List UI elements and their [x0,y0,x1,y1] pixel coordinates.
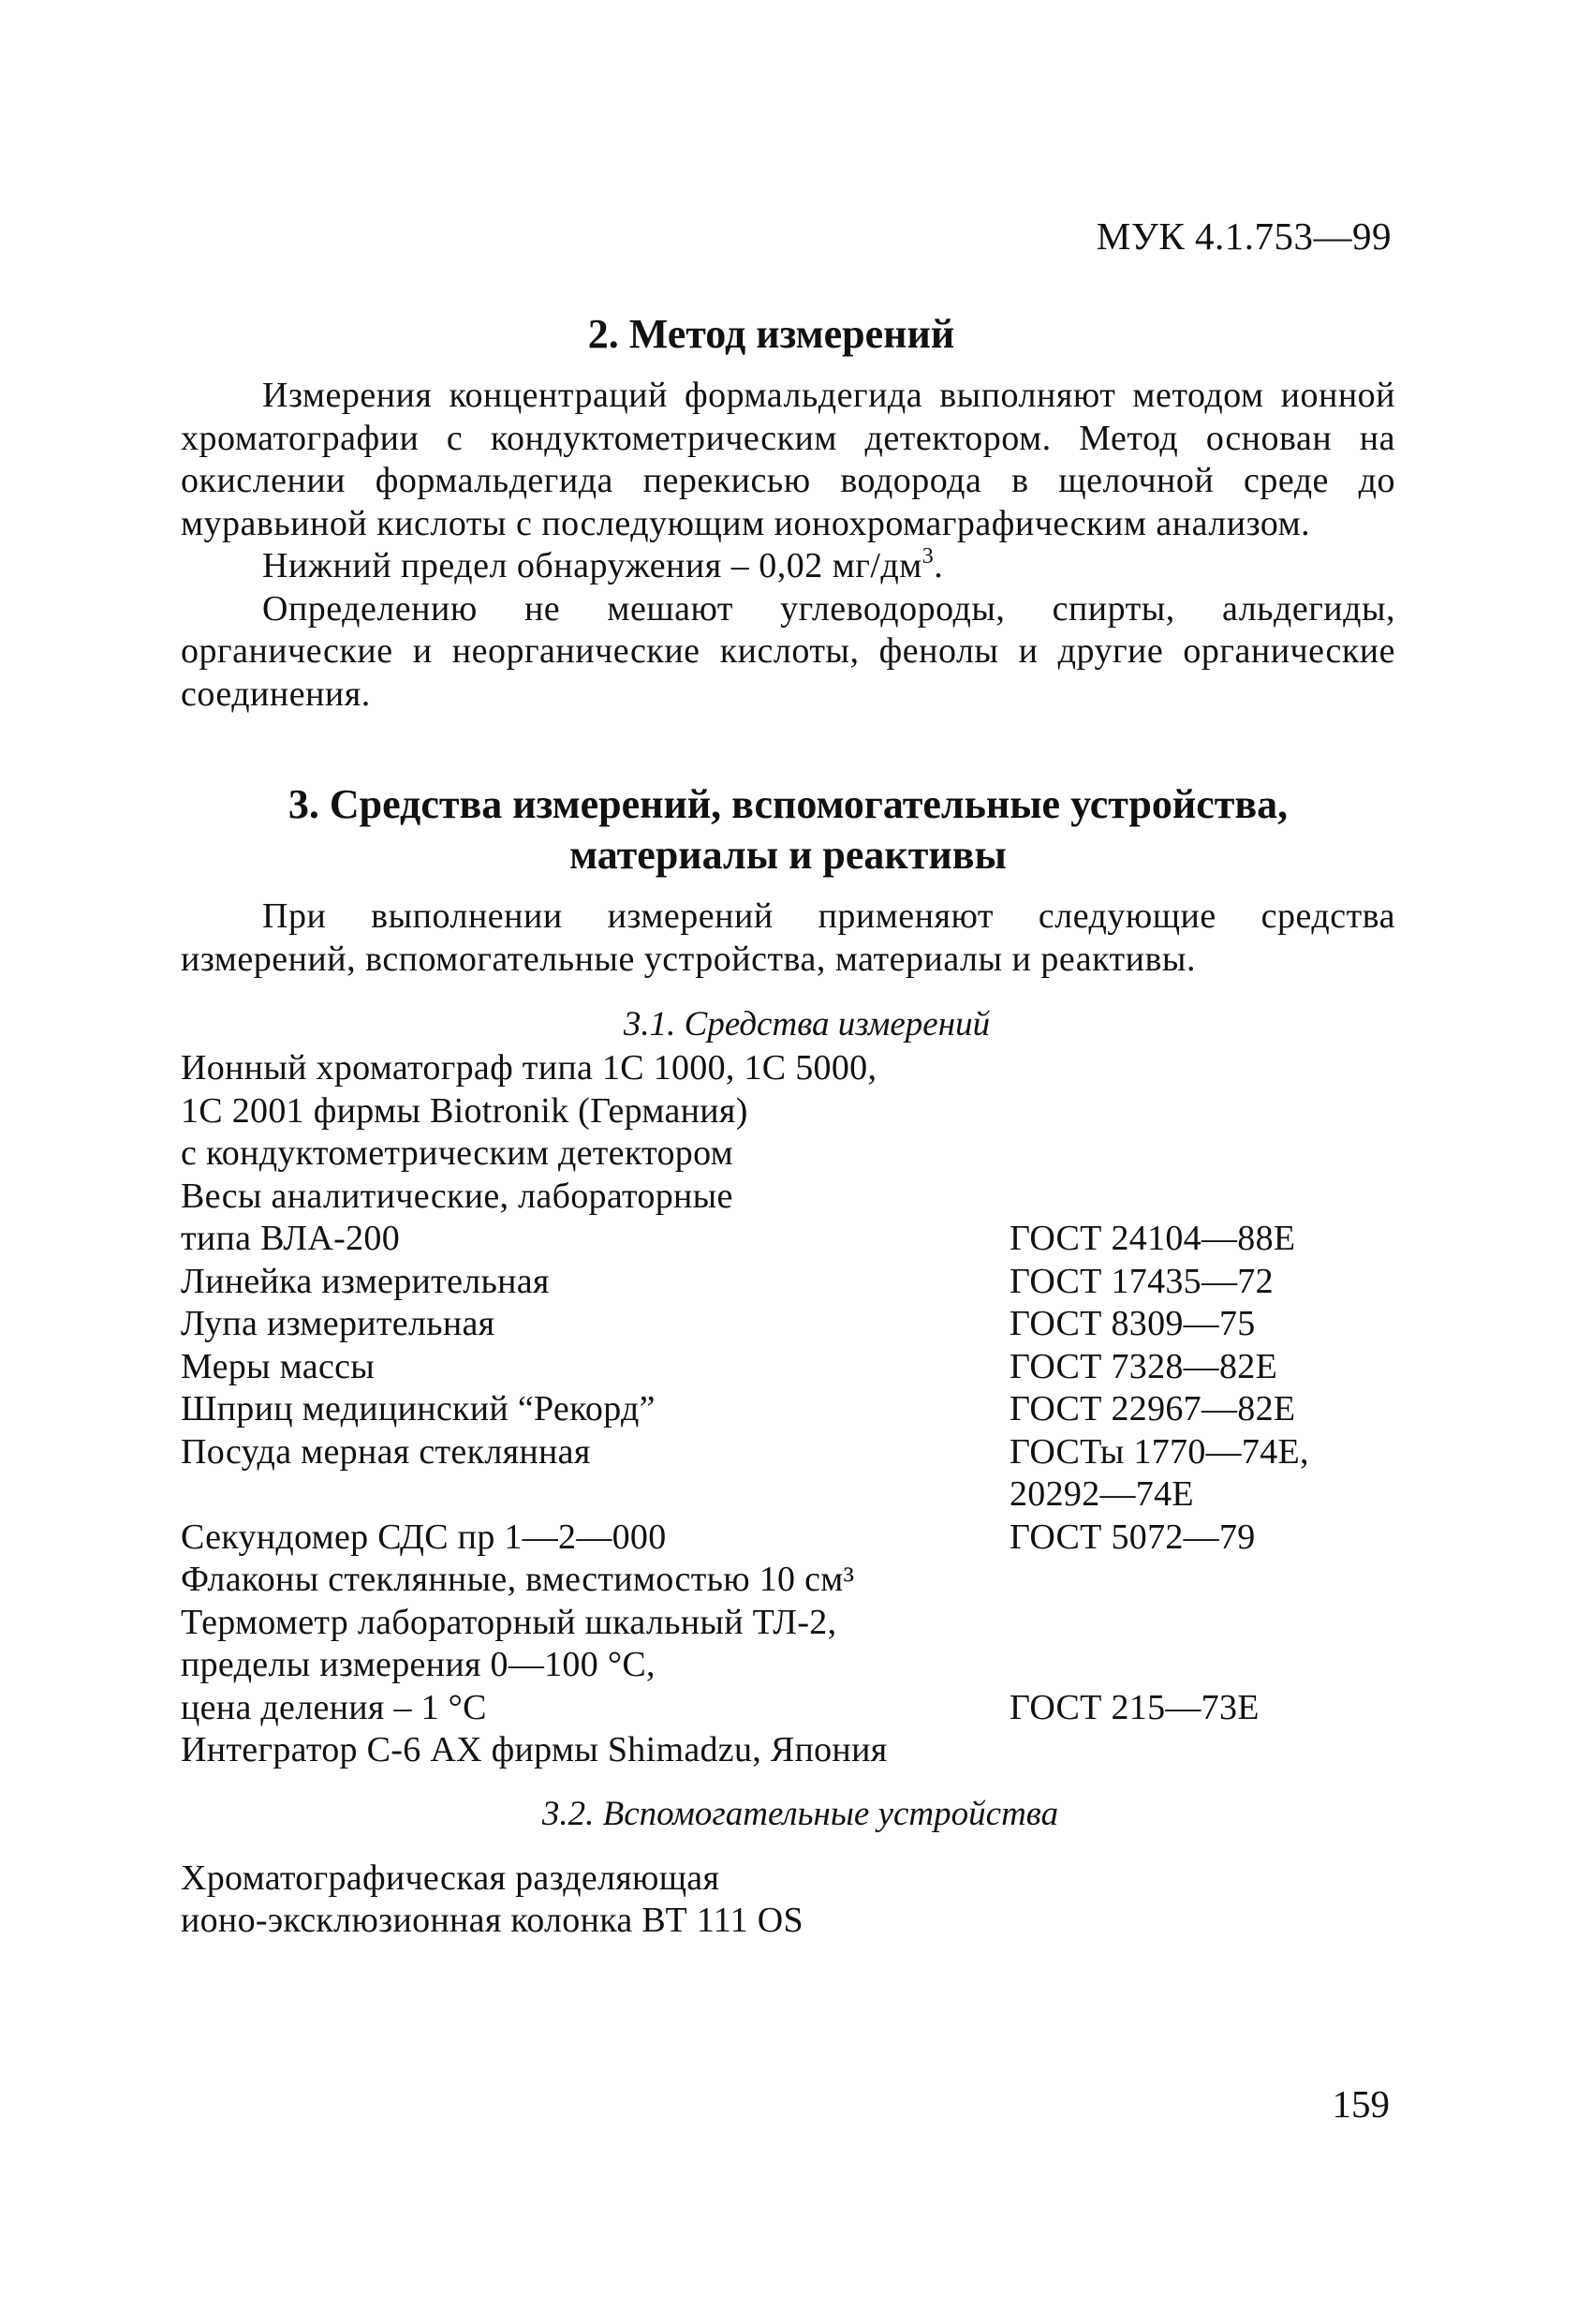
detection-limit-tail: . [934,546,944,585]
list-item [181,1687,1395,1730]
page-number: 159 [1332,2082,1390,2125]
instrument-name: Посуда мерная стеклянная [181,1431,591,1472]
instrument-name: цена деления – 1 °С [181,1687,487,1727]
gost-reference: ГОСТ 5072—79 [1010,1517,1256,1557]
gost-reference [1010,1047,1395,1090]
section-3-title-line1: 3. Средства измерений, вспомогательные устройства, [287,781,1289,827]
section-3-intro: При выполнении измерений применяют следующие средства измерений, вспомогательные устройства, материалы и реактивы. [181,896,1395,979]
gost-reference [1010,1602,1395,1645]
list-item [181,1261,1395,1304]
subsection-3-2-title: 3.2. Вспомогательные устройства [541,1794,1059,1833]
instrument-name: Шприц медицинский “Рекорд” [181,1389,656,1428]
instrument-name: ионо-эксклюзионная колонка ВТ 111 OS [181,1901,803,1940]
list-item [181,1388,1395,1431]
gost-reference: ГОСТ 8309—75 [1010,1304,1256,1343]
instrument-name: 1С 2001 фирмы Biotronik (Германия) [181,1090,748,1131]
auxiliary-devices-list [181,1858,1395,1943]
gost-reference: ГОСТ 215—73Е [1010,1687,1260,1727]
list-item [181,1858,1395,1901]
section-2-title: 2. Метод измерений [587,311,955,357]
list-item [181,1132,1395,1176]
list-item [181,1176,1395,1219]
list-item [181,1473,1395,1517]
gost-reference: 20292—74Е [1010,1474,1194,1514]
gost-reference: ГОСТы 1770—74Е, [1010,1431,1309,1472]
instrument-name: Хроматографическая разделяющая [181,1858,720,1898]
instrument-name: с кондуктометрическим детектором [181,1133,734,1173]
list-item [181,1047,1395,1090]
page-body [181,309,1395,1943]
instrument-name: типа ВЛА-200 [181,1219,401,1258]
section-3-title [181,779,1395,881]
detection-limit-paragraph [181,545,1395,588]
instrument-name: Флаконы стеклянные, вместимостью 10 см³ [181,1560,855,1599]
gost-reference [1010,1176,1395,1219]
instrument-name: Линейка измерительная [181,1261,550,1301]
gost-reference [1010,1132,1395,1176]
gost-reference [1010,1858,1395,1901]
instrument-name [181,1473,1010,1517]
measuring-instruments-list [181,1047,1395,1772]
detection-limit-sup: 3 [921,544,935,569]
gost-reference: ГОСТ 7328—82Е [1010,1346,1278,1386]
gost-reference [1010,1900,1395,1943]
instrument-name: Секундомер СДС пр 1—2—000 [181,1517,667,1557]
list-item [181,1900,1395,1943]
instrument-name: Лупа измерительная [181,1304,495,1343]
subsection-3-1-title: 3.1. Средства измерений [623,1005,991,1044]
list-item [181,1218,1395,1261]
gost-reference: ГОСТ 24104—88Е [1010,1219,1296,1258]
gost-reference [1010,1729,1395,1772]
list-item [181,1346,1395,1389]
instrument-name: Ионный хроматограф типа 1С 1000, 1С 5000, [181,1048,877,1088]
list-item [181,1602,1395,1645]
list-item [181,1090,1395,1133]
gost-reference: ГОСТ 22967—82Е [1010,1389,1296,1428]
instrument-name: Термометр лабораторный шкальный ТЛ-2, [181,1602,837,1642]
instrument-name: Меры массы [181,1346,376,1386]
instrument-name: пределы измерения 0—100 °С, [181,1645,656,1684]
instrument-name: Интегратор С-6 АХ фирмы Shimadzu, Япония [181,1730,888,1769]
interference-paragraph: Определению не мешают углеводороды, спирты, альдегиды, органические и неорганические кислоты, фенолы и другие органические соединения. [181,588,1395,714]
list-item [181,1517,1395,1560]
list-item [181,1303,1395,1346]
instrument-name: Весы аналитические, лабораторные [181,1176,733,1216]
gost-reference [1010,1559,1395,1602]
method-paragraph: Измерения концентраций формальдегида выполняют методом ионной хроматографии с кондуктометрическим детектором. Метод основан на окислении формальдегида перекисью водорода в щелочной среде до муравьиной кислоты с последующим ионохромаграфическим анализом. [181,376,1395,543]
section-3-title-line2: материалы и реактивы [569,832,1007,878]
list-item [181,1431,1395,1474]
gost-reference [1010,1644,1395,1687]
list-item [181,1729,1395,1772]
gost-reference [1010,1090,1395,1133]
list-item [181,1559,1395,1602]
document-code: МУК 4.1.753—99 [1096,215,1392,258]
gost-reference: ГОСТ 17435—72 [1010,1261,1274,1301]
detection-limit-text: Нижний предел обнаружения – 0,02 мг/дм [262,546,922,585]
list-item [181,1644,1395,1687]
